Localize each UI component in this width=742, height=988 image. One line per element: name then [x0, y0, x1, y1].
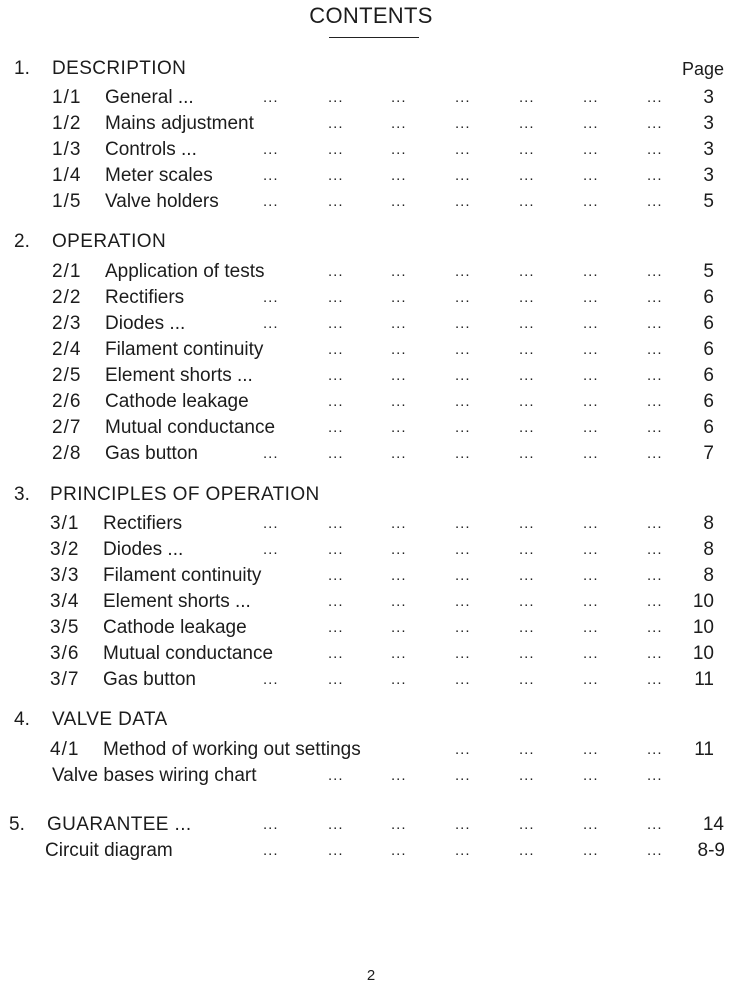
entry-label: Mutual conductance — [105, 417, 276, 438]
section-heading — [0, 57, 742, 81]
dot-leader: ... — [328, 671, 344, 688]
dot-leader: ... — [519, 341, 535, 358]
dot-leader: ... — [328, 767, 344, 784]
toc-entry[interactable] — [0, 338, 742, 362]
dot-leader: ... — [455, 619, 471, 636]
dot-leader: ... — [647, 593, 663, 610]
dot-leader: ... — [519, 315, 535, 332]
dot-leader: ... — [647, 619, 663, 636]
dot-leader: ... — [583, 419, 599, 436]
section-number: 4. — [14, 709, 30, 730]
dot-leader: ... — [455, 419, 471, 436]
dot-leader: ... — [455, 393, 471, 410]
dot-leader: ... — [263, 315, 279, 332]
dot-leader: ... — [455, 593, 471, 610]
dot-leader: ... — [455, 767, 471, 784]
dot-leader: ... — [391, 341, 407, 358]
entry-page: 8 — [703, 539, 714, 560]
dot-leader: ... — [328, 289, 344, 306]
toc-entry[interactable] — [0, 164, 742, 188]
entry-page: 3 — [703, 139, 714, 160]
toc-entry[interactable] — [0, 416, 742, 440]
entry-page: 6 — [703, 339, 714, 360]
toc-entry[interactable] — [0, 668, 742, 692]
dot-leader: ... — [583, 671, 599, 688]
title-underline — [329, 37, 419, 38]
dot-leader: ... — [519, 419, 535, 436]
dot-leader: ... — [391, 645, 407, 662]
dot-leader: ... — [583, 515, 599, 532]
dot-leader: ... — [328, 115, 344, 132]
dot-leader: ... — [455, 445, 471, 462]
dot-leader: ... — [455, 741, 471, 758]
dot-leader: ... — [391, 515, 407, 532]
section-number: 3. — [14, 484, 30, 505]
entry-page: 6 — [703, 417, 714, 438]
dot-leader: ... — [455, 567, 471, 584]
dot-leader: ... — [647, 767, 663, 784]
dot-leader: ... — [263, 141, 279, 158]
dot-leader: ... — [647, 515, 663, 532]
toc-entry[interactable] — [0, 538, 742, 562]
dot-leader: ... — [583, 567, 599, 584]
entry-page: 3 — [703, 165, 714, 186]
dot-leader: ... — [519, 816, 535, 833]
toc-entry[interactable] — [0, 112, 742, 136]
section-title: GUARANTEE ... — [47, 814, 192, 835]
entry-label: Circuit diagram — [45, 840, 173, 861]
entry-label: Gas button — [103, 669, 196, 690]
dot-leader: ... — [391, 393, 407, 410]
entry-label: Mains adjustment — [105, 113, 254, 134]
dot-leader: ... — [328, 341, 344, 358]
dot-leader: ... — [391, 767, 407, 784]
dot-leader: ... — [328, 619, 344, 636]
dot-leader: ... — [391, 567, 407, 584]
dot-leader: ... — [391, 671, 407, 688]
entry-number: 2/8 — [52, 443, 82, 464]
entry-number: 3/4 — [50, 591, 80, 612]
toc-entry[interactable] — [0, 86, 742, 110]
toc-entry[interactable] — [0, 312, 742, 336]
dot-leader: ... — [455, 645, 471, 662]
dot-leader: ... — [455, 167, 471, 184]
dot-leader: ... — [519, 289, 535, 306]
dot-leader: ... — [583, 315, 599, 332]
dot-leader: ... — [583, 367, 599, 384]
dot-leader: ... — [647, 567, 663, 584]
dot-leader: ... — [583, 193, 599, 210]
dot-leader: ... — [328, 842, 344, 859]
dot-leader: ... — [647, 89, 663, 106]
entry-number: 1/3 — [52, 139, 82, 160]
dot-leader: ... — [391, 289, 407, 306]
dot-leader: ... — [519, 89, 535, 106]
entry-label: Mutual conductance — [103, 643, 274, 664]
entry-number: 2/2 — [52, 287, 82, 308]
entry-number: 3/3 — [50, 565, 80, 586]
dot-leader: ... — [647, 445, 663, 462]
entry-page: 10 — [692, 591, 714, 612]
dot-leader: ... — [519, 842, 535, 859]
entry-label: Diodes ... — [103, 539, 184, 560]
toc-entry[interactable] — [0, 286, 742, 310]
entry-number: 3/2 — [50, 539, 80, 560]
footer-page-number: 2 — [366, 967, 376, 984]
dot-leader: ... — [391, 167, 407, 184]
dot-leader: ... — [647, 741, 663, 758]
toc-entry[interactable] — [0, 364, 742, 388]
dot-leader: ... — [583, 263, 599, 280]
entry-label: Rectifiers — [105, 287, 185, 308]
section-number: 1. — [14, 58, 30, 79]
dot-leader: ... — [583, 115, 599, 132]
dot-leader: ... — [328, 89, 344, 106]
dot-leader: ... — [647, 141, 663, 158]
dot-leader: ... — [455, 141, 471, 158]
toc-entry[interactable] — [0, 590, 742, 614]
dot-leader: ... — [583, 619, 599, 636]
dot-leader: ... — [583, 593, 599, 610]
entry-label: Valve bases wiring chart — [52, 765, 257, 786]
dot-leader: ... — [583, 167, 599, 184]
dot-leader: ... — [519, 741, 535, 758]
toc-entry[interactable] — [0, 512, 742, 536]
entry-page: 11 — [694, 739, 714, 760]
entry-page: 11 — [694, 669, 714, 690]
dot-leader: ... — [391, 816, 407, 833]
dot-leader: ... — [328, 541, 344, 558]
entry-page: 8-9 — [697, 840, 725, 861]
dot-leader: ... — [328, 567, 344, 584]
dot-leader: ... — [519, 167, 535, 184]
dot-leader: ... — [583, 767, 599, 784]
dot-leader: ... — [391, 541, 407, 558]
entry-label: Element shorts ... — [103, 591, 251, 612]
dot-leader: ... — [455, 341, 471, 358]
dot-leader: ... — [519, 541, 535, 558]
toc-entry[interactable] — [0, 442, 742, 466]
dot-leader: ... — [583, 289, 599, 306]
entry-number: 2/3 — [52, 313, 82, 334]
dot-leader: ... — [328, 263, 344, 280]
dot-leader: ... — [455, 541, 471, 558]
dot-leader: ... — [647, 541, 663, 558]
dot-leader: ... — [455, 315, 471, 332]
entry-label: Diodes ... — [105, 313, 186, 334]
entry-page: 6 — [703, 287, 714, 308]
entry-page: 6 — [703, 365, 714, 386]
dot-leader: ... — [455, 289, 471, 306]
page-column-heading: Page — [682, 59, 725, 79]
entry-number: 4/1 — [50, 739, 80, 760]
entry-label: Gas button — [105, 443, 198, 464]
dot-leader: ... — [391, 367, 407, 384]
dot-leader: ... — [647, 393, 663, 410]
entry-label: Meter scales — [105, 165, 213, 186]
entry-page: 5 — [703, 261, 714, 282]
dot-leader: ... — [328, 515, 344, 532]
section-title: VALVE DATA — [52, 709, 168, 730]
dot-leader: ... — [391, 315, 407, 332]
dot-leader: ... — [328, 141, 344, 158]
dot-leader: ... — [519, 567, 535, 584]
entry-number: 2/5 — [52, 365, 82, 386]
dot-leader: ... — [328, 393, 344, 410]
entry-number: 2/4 — [52, 339, 82, 360]
dot-leader: ... — [519, 367, 535, 384]
dot-leader: ... — [647, 816, 663, 833]
dot-leader: ... — [391, 619, 407, 636]
entry-page: 6 — [703, 313, 714, 334]
entry-page: 5 — [703, 191, 714, 212]
entry-label: Application of tests — [105, 261, 265, 282]
page-title: CONTENTS — [309, 3, 433, 28]
section-number: 2. — [14, 231, 30, 252]
dot-leader: ... — [455, 115, 471, 132]
entry-page: 8 — [703, 513, 714, 534]
entry-label: Cathode leakage — [105, 391, 249, 412]
dot-leader: ... — [647, 842, 663, 859]
dot-leader: ... — [583, 741, 599, 758]
entry-label: Rectifiers — [103, 513, 183, 534]
entry-number: 2/1 — [52, 261, 82, 282]
dot-leader: ... — [391, 445, 407, 462]
dot-leader: ... — [519, 767, 535, 784]
dot-leader: ... — [391, 593, 407, 610]
dot-leader: ... — [455, 671, 471, 688]
toc-entry[interactable] — [0, 642, 742, 666]
toc-entry[interactable] — [0, 260, 742, 284]
section-heading — [0, 708, 742, 732]
dot-leader: ... — [647, 671, 663, 688]
dot-leader: ... — [519, 193, 535, 210]
dot-leader: ... — [583, 816, 599, 833]
dot-leader: ... — [391, 89, 407, 106]
entry-page: 7 — [703, 443, 714, 464]
dot-leader: ... — [583, 141, 599, 158]
entry-number: 3/1 — [50, 513, 80, 534]
dot-leader: ... — [519, 515, 535, 532]
dot-leader: ... — [328, 193, 344, 210]
dot-leader: ... — [583, 445, 599, 462]
toc-entry[interactable] — [0, 390, 742, 414]
dot-leader: ... — [647, 419, 663, 436]
dot-leader: ... — [583, 89, 599, 106]
dot-leader: ... — [583, 341, 599, 358]
dot-leader: ... — [328, 167, 344, 184]
toc-entry[interactable] — [0, 738, 742, 762]
dot-leader: ... — [583, 842, 599, 859]
section-number: 5. — [9, 814, 25, 835]
dot-leader: ... — [391, 193, 407, 210]
dot-leader: ... — [519, 619, 535, 636]
entry-number: 3/7 — [50, 669, 80, 690]
dot-leader: ... — [328, 645, 344, 662]
dot-leader: ... — [583, 541, 599, 558]
dot-leader: ... — [328, 315, 344, 332]
toc-entry[interactable] — [0, 190, 742, 214]
entry-number: 3/6 — [50, 643, 80, 664]
entry-page: 14 — [702, 814, 724, 835]
dot-leader: ... — [647, 115, 663, 132]
dot-leader: ... — [328, 816, 344, 833]
entry-number: 3/5 — [50, 617, 80, 638]
dot-leader: ... — [647, 367, 663, 384]
dot-leader: ... — [455, 367, 471, 384]
dot-leader: ... — [455, 89, 471, 106]
section-title: DESCRIPTION — [52, 58, 187, 79]
dot-leader: ... — [263, 816, 279, 833]
section-heading — [0, 230, 742, 254]
dot-leader: ... — [647, 645, 663, 662]
entry-label: Cathode leakage — [103, 617, 247, 638]
toc-entry[interactable] — [0, 764, 742, 788]
dot-leader: ... — [647, 315, 663, 332]
entry-page: 6 — [703, 391, 714, 412]
dot-leader: ... — [328, 593, 344, 610]
dot-leader: ... — [455, 515, 471, 532]
section-title: OPERATION — [52, 231, 167, 252]
dot-leader: ... — [647, 341, 663, 358]
dot-leader: ... — [519, 393, 535, 410]
dot-leader: ... — [263, 193, 279, 210]
entry-number: 2/7 — [52, 417, 82, 438]
toc-entry[interactable] — [0, 839, 742, 863]
dot-leader: ... — [455, 816, 471, 833]
toc-entry[interactable] — [0, 564, 742, 588]
dot-leader: ... — [263, 842, 279, 859]
entry-page: 3 — [703, 113, 714, 134]
entry-number: 2/6 — [52, 391, 82, 412]
entry-label: General ... — [105, 87, 194, 108]
dot-leader: ... — [583, 393, 599, 410]
dot-leader: ... — [647, 263, 663, 280]
entry-number: 1/1 — [52, 87, 82, 108]
dot-leader: ... — [263, 541, 279, 558]
entry-label: Element shorts ... — [105, 365, 253, 386]
dot-leader: ... — [647, 167, 663, 184]
entry-label: Valve holders — [105, 191, 219, 212]
dot-leader: ... — [519, 115, 535, 132]
dot-leader: ... — [263, 515, 279, 532]
dot-leader: ... — [328, 367, 344, 384]
dot-leader: ... — [647, 193, 663, 210]
toc-entry[interactable] — [0, 138, 742, 162]
entry-page: 10 — [692, 617, 714, 638]
entry-label: Filament continuity — [103, 565, 262, 586]
section-heading — [0, 483, 742, 507]
section-heading[interactable] — [0, 813, 742, 837]
dot-leader: ... — [519, 141, 535, 158]
entry-page: 8 — [703, 565, 714, 586]
dot-leader: ... — [519, 645, 535, 662]
dot-leader: ... — [391, 141, 407, 158]
toc-entry[interactable] — [0, 616, 742, 640]
dot-leader: ... — [583, 645, 599, 662]
dot-leader: ... — [519, 593, 535, 610]
entry-number: 1/2 — [52, 113, 82, 134]
dot-leader: ... — [263, 89, 279, 106]
entry-label: Method of working out settings — [103, 739, 361, 760]
entry-number: 1/5 — [52, 191, 82, 212]
entry-page: 10 — [692, 643, 714, 664]
dot-leader: ... — [263, 445, 279, 462]
dot-leader: ... — [328, 419, 344, 436]
entry-page: 3 — [703, 87, 714, 108]
dot-leader: ... — [391, 263, 407, 280]
dot-leader: ... — [263, 671, 279, 688]
entry-label: Filament continuity — [105, 339, 264, 360]
section-title: PRINCIPLES OF OPERATION — [50, 484, 320, 505]
dot-leader: ... — [263, 289, 279, 306]
entry-number: 1/4 — [52, 165, 82, 186]
dot-leader: ... — [263, 167, 279, 184]
entry-label: Controls ... — [105, 139, 197, 160]
dot-leader: ... — [455, 263, 471, 280]
dot-leader: ... — [391, 419, 407, 436]
dot-leader: ... — [328, 445, 344, 462]
dot-leader: ... — [519, 263, 535, 280]
dot-leader: ... — [519, 445, 535, 462]
dot-leader: ... — [455, 842, 471, 859]
dot-leader: ... — [455, 193, 471, 210]
dot-leader: ... — [391, 115, 407, 132]
dot-leader: ... — [647, 289, 663, 306]
dot-leader: ... — [519, 671, 535, 688]
dot-leader: ... — [391, 842, 407, 859]
